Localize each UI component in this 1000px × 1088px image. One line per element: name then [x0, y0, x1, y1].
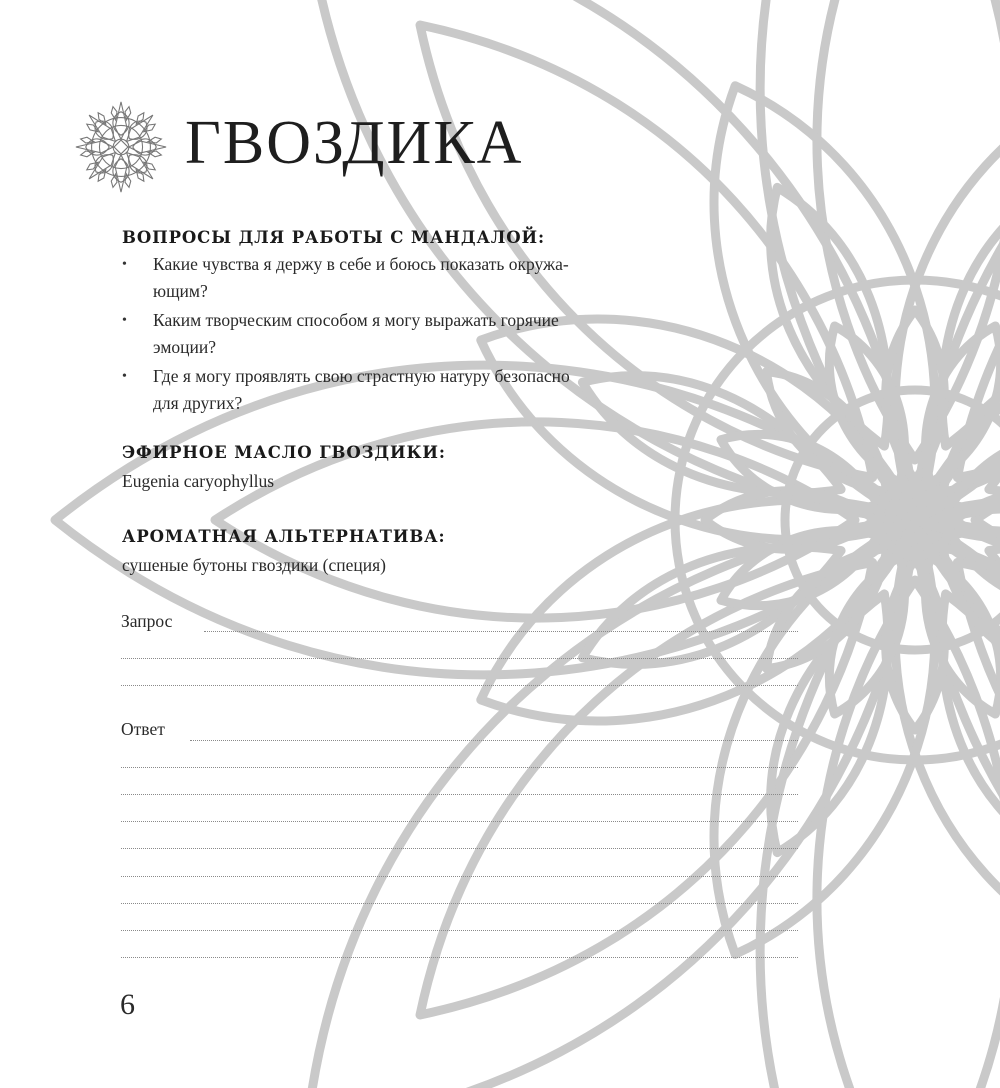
bullet-icon: •: [122, 313, 127, 328]
mandala-emblem-icon: [72, 98, 170, 196]
questions-section: [122, 227, 642, 417]
bullet-icon: •: [122, 369, 127, 384]
request-line[interactable]: [204, 631, 798, 632]
questions-heading: ВОПРОСЫ ДЛЯ РАБОТЫ С МАНДАЛОЙ:: [122, 228, 546, 247]
request-line[interactable]: [121, 658, 798, 659]
essential-oil-section: [122, 442, 642, 494]
alternative-text: сушеные бутоны гвоздики (специя): [122, 555, 386, 575]
answer-line[interactable]: [121, 767, 798, 768]
answer-line[interactable]: [121, 930, 798, 931]
question-text: ющим?: [153, 281, 208, 301]
essential-oil-latin-name: Eugenia caryophyllus: [122, 471, 275, 491]
question-text: Где я могу проявлять свою страстную натуру безопасно: [153, 366, 570, 386]
question-item: [122, 251, 633, 305]
answer-line[interactable]: [121, 957, 798, 958]
alternative-section: [122, 526, 642, 578]
answer-line[interactable]: [190, 740, 798, 741]
question-text: эмоции?: [153, 337, 217, 357]
page-title: ГВОЗДИКА: [185, 109, 524, 177]
questions-list: [122, 251, 642, 417]
essential-oil-heading: ЭФИРНОЕ МАСЛО ГВОЗДИКИ:: [122, 443, 446, 462]
question-text: для других?: [153, 393, 243, 413]
page-number: 6: [120, 988, 135, 1021]
answer-line[interactable]: [121, 821, 798, 822]
answer-line[interactable]: [121, 903, 798, 904]
alternative-heading: АРОМАТНАЯ АЛЬТЕРНАТИВА:: [122, 527, 446, 546]
bullet-icon: •: [122, 257, 127, 272]
answer-line[interactable]: [121, 794, 798, 795]
question-item: [122, 363, 633, 417]
answer-label: Ответ: [121, 719, 165, 739]
question-text: Какие чувства я держу в себе и боюсь показать окружа-: [153, 254, 569, 274]
request-line[interactable]: [121, 685, 798, 686]
request-label: Запрос: [121, 611, 173, 631]
question-item: [122, 307, 633, 361]
answer-line[interactable]: [121, 876, 798, 877]
question-text: Каким творческим способом я могу выражать горячие: [153, 310, 559, 330]
answer-line[interactable]: [121, 848, 798, 849]
